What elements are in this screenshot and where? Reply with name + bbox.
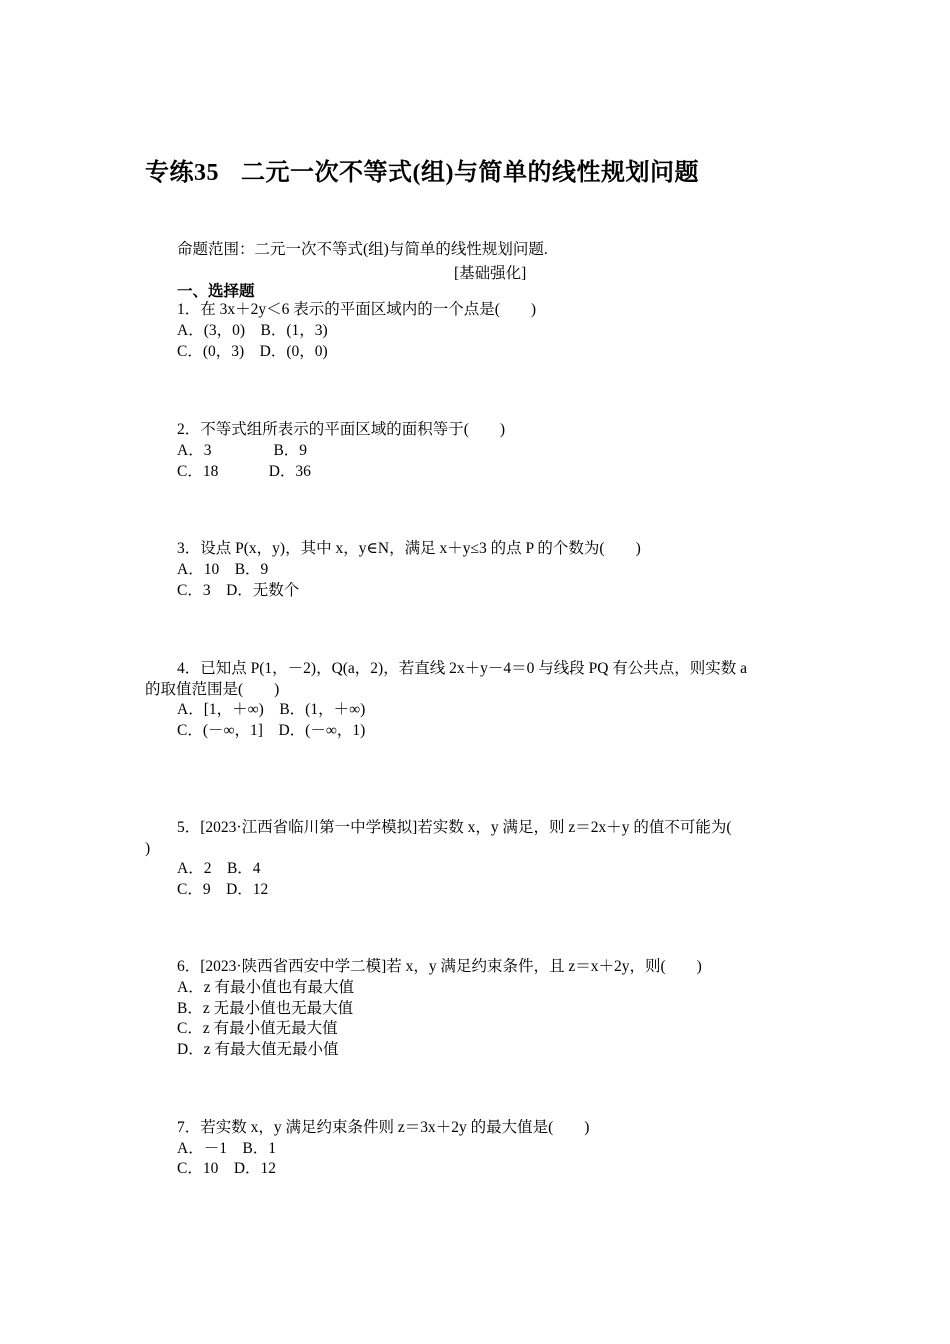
- question-1-option-row-2: C．(0，3) D．(0，0): [177, 343, 328, 360]
- question-1-stem: 1．在 3x＋2y＜6 表示的平面区域内的一个点是( ): [177, 301, 537, 318]
- question-6-option-a: A．z 有最小值也有最大值: [177, 979, 354, 996]
- question-1-option-row-1: A．(3，0) B．(1，3): [177, 322, 328, 339]
- question-4-stem-line-2: 的取值范围是( ): [145, 681, 280, 698]
- question-7-option-row-2: C．10 D．12: [177, 1160, 277, 1177]
- question-4-option-row-1: A．[1，＋∞) B．(1，＋∞): [177, 701, 366, 718]
- title-prefix: 专练35: [145, 160, 219, 186]
- section-heading: 一、选择题: [177, 283, 255, 300]
- question-2-option-row-1: A．3 B．9: [177, 442, 308, 459]
- title-text: 二元一次不等式(组)与简单的线性规划问题: [241, 160, 699, 186]
- question-2-stem: 2．不等式组所表示的平面区域的面积等于( ): [177, 421, 506, 438]
- question-7-stem: 7．若实数 x，y 满足约束条件则 z＝3x＋2y 的最大值是( ): [177, 1119, 590, 1136]
- section-tag: [基础强化]: [454, 265, 527, 282]
- question-6-stem: 6．[2023·陕西省西安中学二模]若 x，y 满足约束条件，且 z＝x＋2y，则( ): [177, 958, 702, 975]
- question-5-stem-line-1: 5．[2023·江西省临川第一中学模拟]若实数 x，y 满足，则 z＝2x＋y 的值不可能为(: [177, 819, 732, 836]
- question-3-option-row-1: A．10 B．9: [177, 561, 269, 578]
- question-2-option-row-2: C．18 D．36: [177, 463, 311, 480]
- question-6-option-c: C．z 有最小值无最大值: [177, 1020, 338, 1037]
- scope-line: 命题范围：二元一次不等式(组)与简单的线性规划问题.: [177, 241, 548, 258]
- question-7-option-row-1: A．－1 B．1: [177, 1140, 277, 1157]
- question-4-option-row-2: C．(－∞，1] D．(－∞，1): [177, 722, 366, 739]
- question-6-option-b: B．z 无最小值也无最大值: [177, 1000, 354, 1017]
- page-title: [145, 152, 699, 187]
- question-3-stem: 3．设点 P(x，y)，其中 x，y∈N，满足 x＋y≤3 的点 P 的个数为( ): [177, 540, 641, 557]
- question-3-option-row-2: C．3 D．无数个: [177, 582, 300, 599]
- question-5-option-row-1: A．2 B．4: [177, 860, 261, 877]
- question-4-stem-line-1: 4．已知点 P(1，－2)，Q(a，2)，若直线 2x＋y－4＝0 与线段 PQ 有公共点，则实数 a: [177, 660, 748, 677]
- question-5-stem-line-2: ): [145, 840, 151, 857]
- question-5-option-row-2: C．9 D．12: [177, 881, 269, 898]
- question-6-option-d: D．z 有最大值无最小值: [177, 1041, 339, 1058]
